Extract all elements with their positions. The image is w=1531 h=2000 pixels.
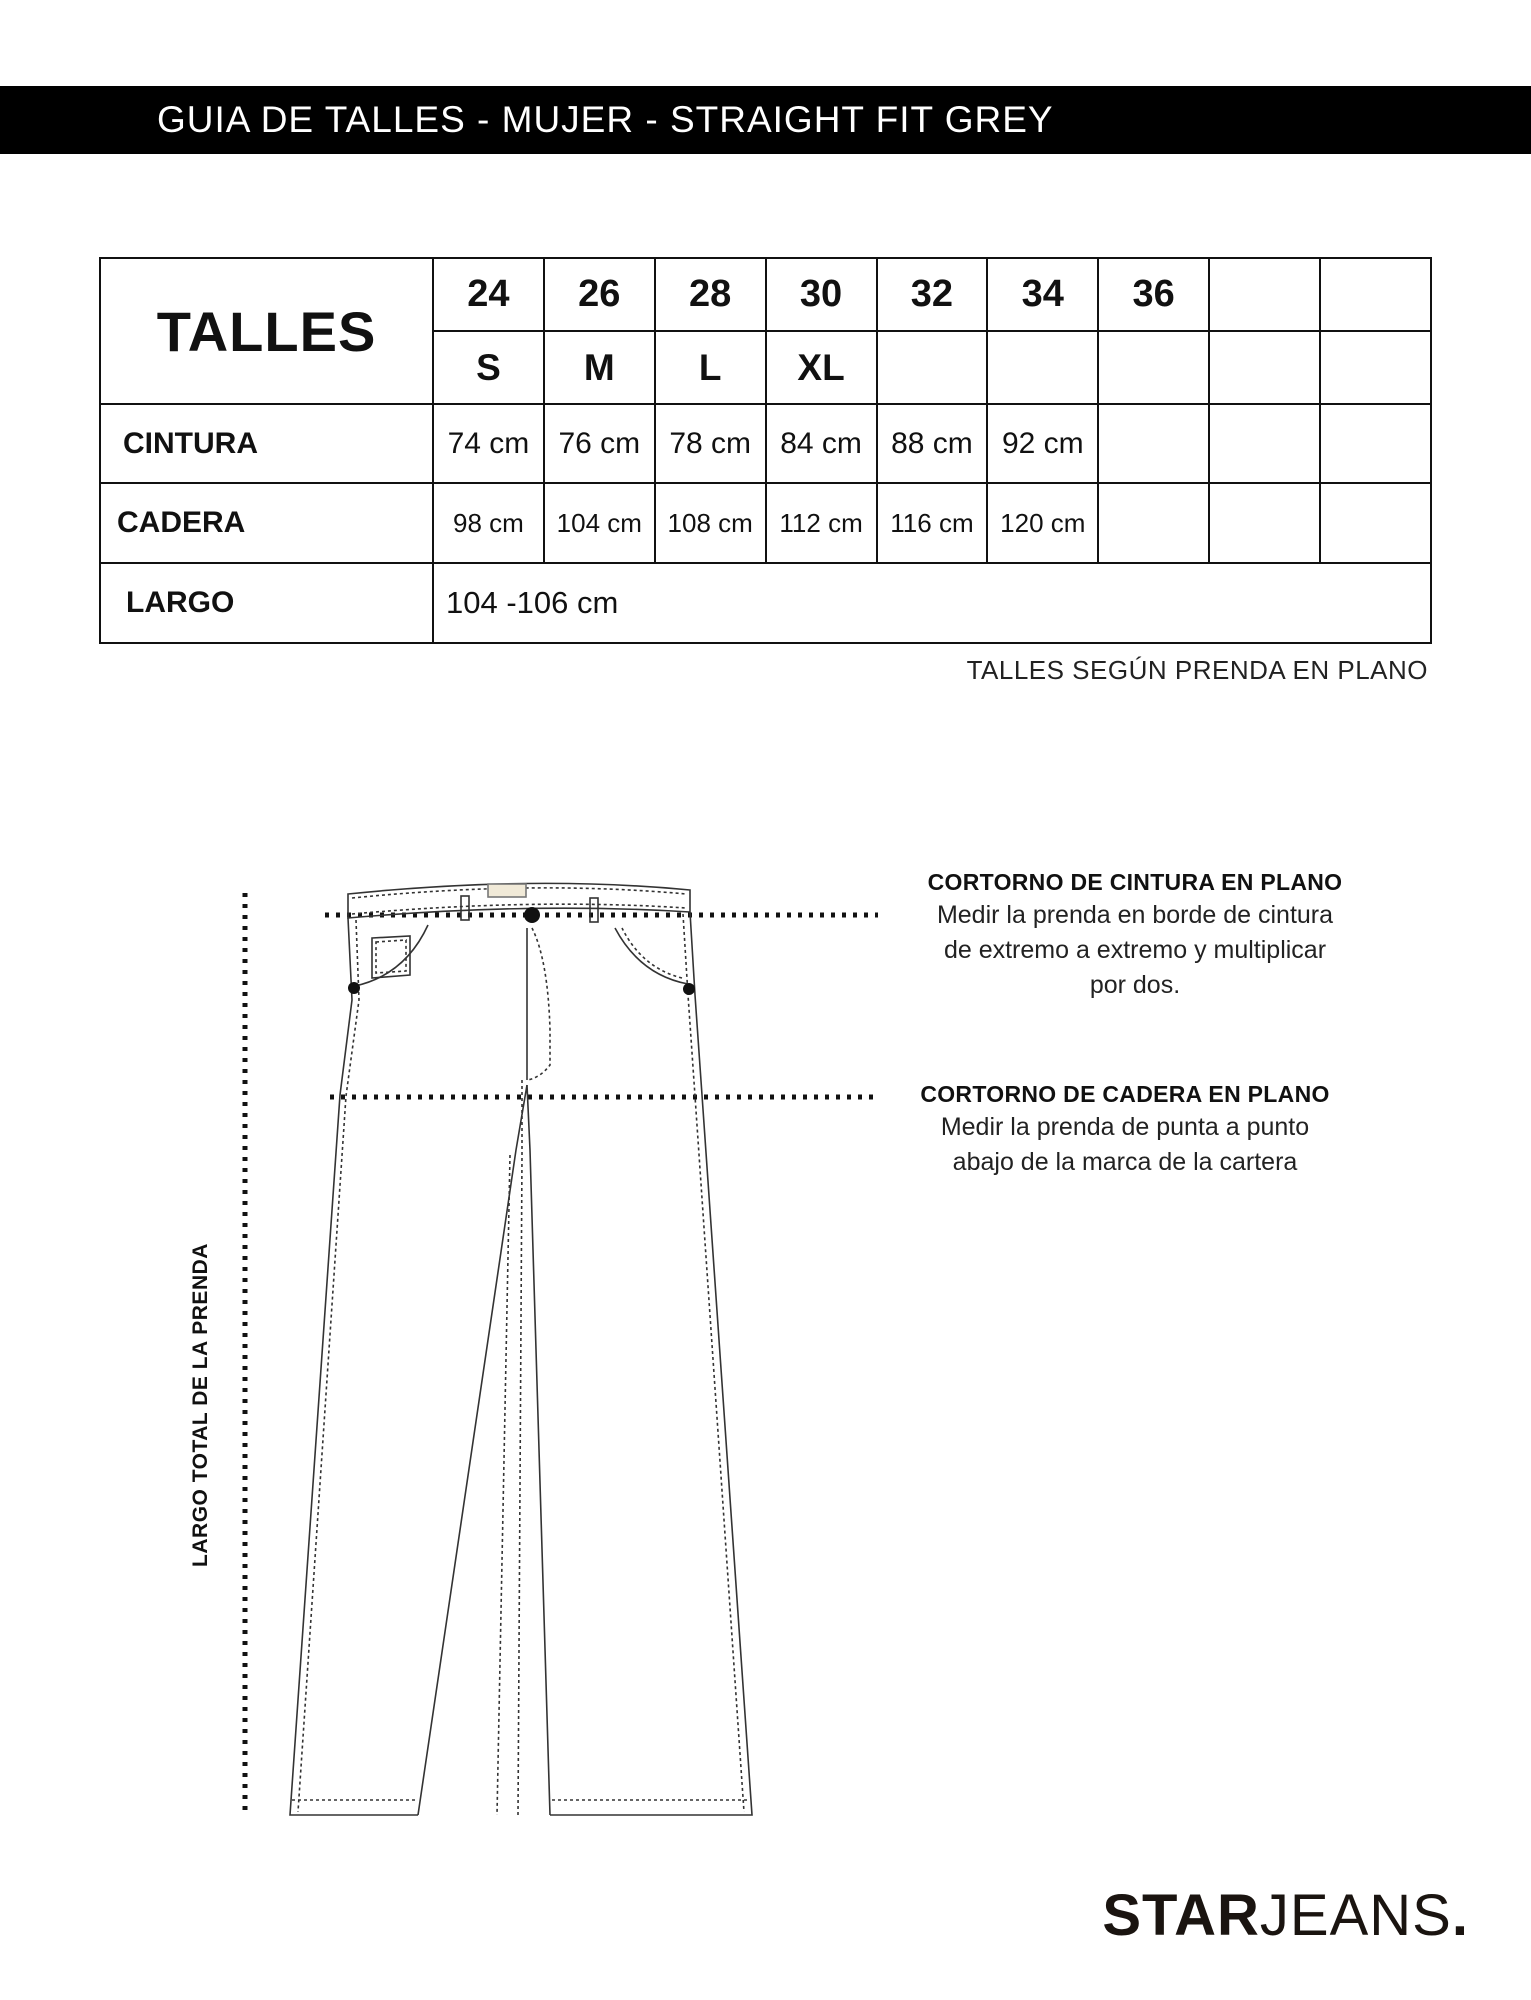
size-number-cell: 32 [877,258,988,331]
waist-note-line: Medir la prenda en borde de cintura [936,901,1334,929]
hip-note [895,1081,1355,1180]
cadera-cell: 104 cm [544,483,655,563]
waist-note [905,869,1365,1003]
page-title: GUIA DE TALLES - MUJER - STRAIGHT FIT GREY [157,99,1054,140]
button-mark [524,907,540,923]
waist-note-line: por dos. [1089,971,1181,999]
size-table-label: TALLES [100,258,433,404]
cintura-cell: 84 cm [766,404,877,483]
cadera-cell: 120 cm [987,483,1098,563]
largo-label: LARGO [100,563,433,643]
cintura-cell: 88 cm [877,404,988,483]
size-letter-cell: M [544,331,655,404]
size-number-cell: 30 [766,258,877,331]
length-label: LARGO TOTAL DE LA PRENDA [189,1243,212,1567]
brand-logo [1102,1882,1469,1949]
largo-value: 104 -106 cm [433,563,1431,643]
hip-note-line: Medir la prenda de punta a punto [940,1113,1310,1141]
cintura-cell: 76 cm [544,404,655,483]
jeans-outline [290,883,752,1815]
size-letter-cell: XL [766,331,877,404]
size-letter-cell: L [655,331,766,404]
size-number-cell: 24 [433,258,544,331]
cadera-label: CADERA [100,483,433,563]
footnote: TALLES SEGÚN PRENDA EN PLANO [966,655,1428,685]
hip-note-title: CORTORNO DE CADERA EN PLANO [920,1081,1330,1107]
rivet-left [348,982,360,994]
cintura-cell: 78 cm [655,404,766,483]
logo-star: STAR [1102,1883,1260,1948]
cadera-cell: 112 cm [766,483,877,563]
waist-note-title: CORTORNO DE CINTURA EN PLANO [927,869,1343,895]
logo-dot: . [1451,1883,1469,1948]
size-number-cell: 28 [655,258,766,331]
size-number-cell: 26 [544,258,655,331]
hip-note-line: abajo de la marca de la cartera [952,1148,1298,1176]
cadera-cell: 98 cm [433,483,544,563]
size-number-cell: 34 [987,258,1098,331]
cintura-label: CINTURA [100,404,433,483]
size-letter-cell: S [433,331,544,404]
cadera-cell: 108 cm [655,483,766,563]
rivet-right [683,983,695,995]
size-number-cell: 36 [1098,258,1209,331]
cintura-cell: 92 cm [987,404,1098,483]
logo-jeans: JEANS [1259,1883,1452,1948]
cintura-cell: 74 cm [433,404,544,483]
waist-note-line: de extremo a extremo y multiplicar [943,936,1327,964]
cadera-cell: 116 cm [877,483,988,563]
